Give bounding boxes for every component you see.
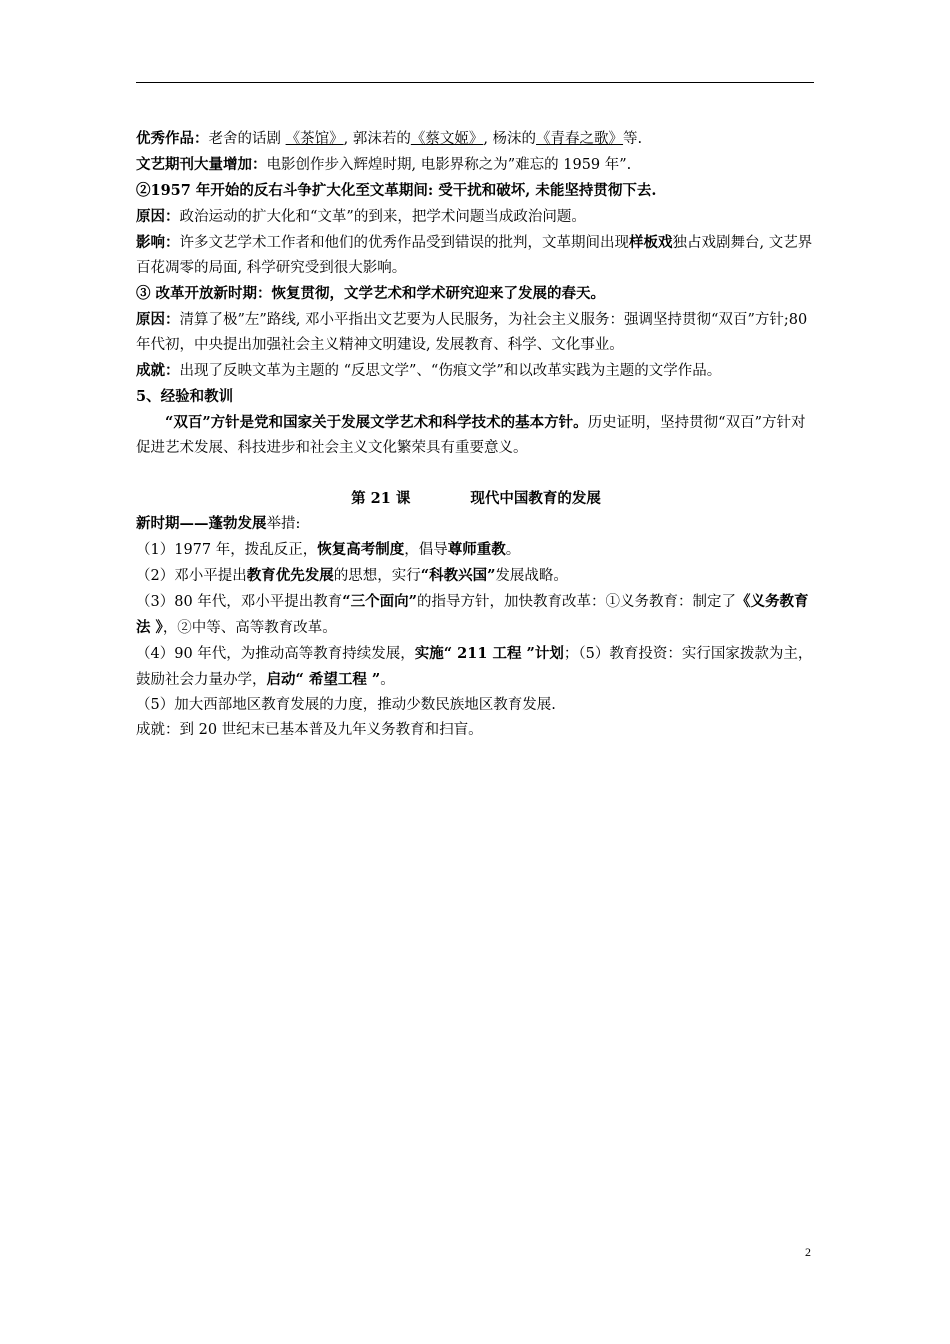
text-span: 教育优先发展 [246,567,334,584]
periodicals-label: 文艺期刊大量增加： [136,156,267,173]
text-span: （2）邓小平提出 [136,568,247,584]
document-body [136,126,816,743]
text-span: , 郭沫若的 [343,131,411,147]
work-song-of-youth: 《青春之歌》 [536,131,624,147]
text-span: “科教兴国” [420,567,496,584]
work-caiwenji: 《蔡文姬》 [410,131,484,147]
text-span: 老舍的话剧 [208,131,286,147]
work-teahouse: 《茶馆》 [285,131,344,147]
measure-1 [136,537,816,563]
lesson-title [136,486,816,511]
text-span: ，倡导 [404,542,448,558]
text-span: “三个面向” [342,593,417,610]
lesson-name: 现代中国教育的发展 [470,490,601,507]
periodicals-paragraph [136,152,816,178]
text-span: 。 [380,672,395,688]
measure-3 [136,589,816,641]
text-span: 政治运动的扩大化和“文革”的到来，把学术问题当成政治问题。 [179,209,586,225]
page-number: 2 [805,1245,811,1259]
text-span: 电影创作步入辉煌时期, 电影界称之为”难忘的 1959 年”. [266,157,632,173]
education-achievement [136,718,816,743]
text-span: ，②中等、高等教育改革。 [162,620,337,636]
text-span: 成就：到 20 世纪末已基本普及九年义务教育和扫盲。 [136,722,483,738]
text-span: 启动“ 希望工程 ” [266,671,381,688]
text-span: ；（5）教育投资：实行国家拨款为主，鼓励社会力量办学， [136,646,813,688]
text-span: 样板戏 [629,234,673,251]
text-span: （5）加大西部地区教育发展的力度，推动少数民族地区教育发展. [136,697,556,713]
text-span: ③ 改革开放新时期：恢复贯彻，文学艺术和学术研究迎来了发展的春天。 [136,285,606,302]
lessons-heading [136,384,816,410]
achievement-paragraph [136,358,816,384]
text-span: 的思想，实行 [333,568,421,584]
text-span: 出现了反映文革为主题的 “反思文学”、“伤痕文学”和以改革实践为主题的文学作品。 [179,363,722,379]
text-span: 历史证明，坚持贯彻“双百”方针对促进艺术发展、科技进步和社会主义文化繁荣具有重要意义。 [136,415,806,456]
text-span: 新时期——蓬勃发展 [136,515,267,532]
antirightist-heading [136,178,816,204]
text-span: 尊师重教 [447,541,506,558]
text-span: 发展战略。 [495,568,568,584]
cause-paragraph-2 [136,307,816,358]
works-paragraph [136,126,816,152]
cause-paragraph-1 [136,204,816,230]
text-span: “双百”方针是党和国家关于发展文学艺术和科学技术的基本方针。 [165,414,588,431]
text-span: 许多文艺学术工作者和他们的优秀作品受到错误的批判，文革期间出现 [179,235,629,251]
double-hundred-paragraph [136,410,816,461]
text-span: 原因： [136,208,180,225]
text-span: 举措: [266,516,301,532]
text-span: （4）90 年代，为推动高等教育持续发展， [136,646,415,662]
text-span: 清算了极”左”路线, 邓小平指出文艺要为人民服务，为社会主义服务：强调坚持贯彻“双百”方针;80 年代初，中央提出加强社会主义精神文明建设, 发展教育、科学、文化事业。 [136,312,808,353]
text-span: （3）80 年代，邓小平提出教育 [136,594,343,610]
new-era-heading [136,511,816,537]
text-span: 原因： [136,311,180,328]
text-span: 独占戏剧舞台, 文艺界百花凋零的局面, 科学研究受到很大影响。 [136,235,813,276]
measure-4 [136,641,816,693]
text-span: , 杨沫的 [483,131,537,147]
text-span: 5、经验和教训 [136,388,234,405]
text-span: （1）1977 年，拨乱反正， [136,542,318,558]
text-span: 恢复高考制度 [317,541,405,558]
measure-5 [136,693,816,718]
reform-heading [136,281,816,307]
text-span: ②1957 年开始的反右斗争扩大化至文革期间: 受干扰和破坏, 未能坚持贯彻下去. [136,182,657,199]
text-span: 实施“ 211 工程 ”计划 [414,645,564,662]
text-span: 的指导方针，加快教育改革：①义务教育：制定了 [416,594,736,610]
measure-2 [136,563,816,589]
text-span: 等. [623,131,643,147]
text-span: 影响： [136,234,180,251]
text-span: 。 [505,542,521,558]
header-rule [136,82,814,83]
works-label: 优秀作品： [136,130,209,147]
text-span: 成就： [136,362,180,379]
impact-paragraph [136,230,816,281]
text-span: 《义务教育法 》 [136,593,809,636]
lesson-number: 第 21 课 [351,490,411,507]
